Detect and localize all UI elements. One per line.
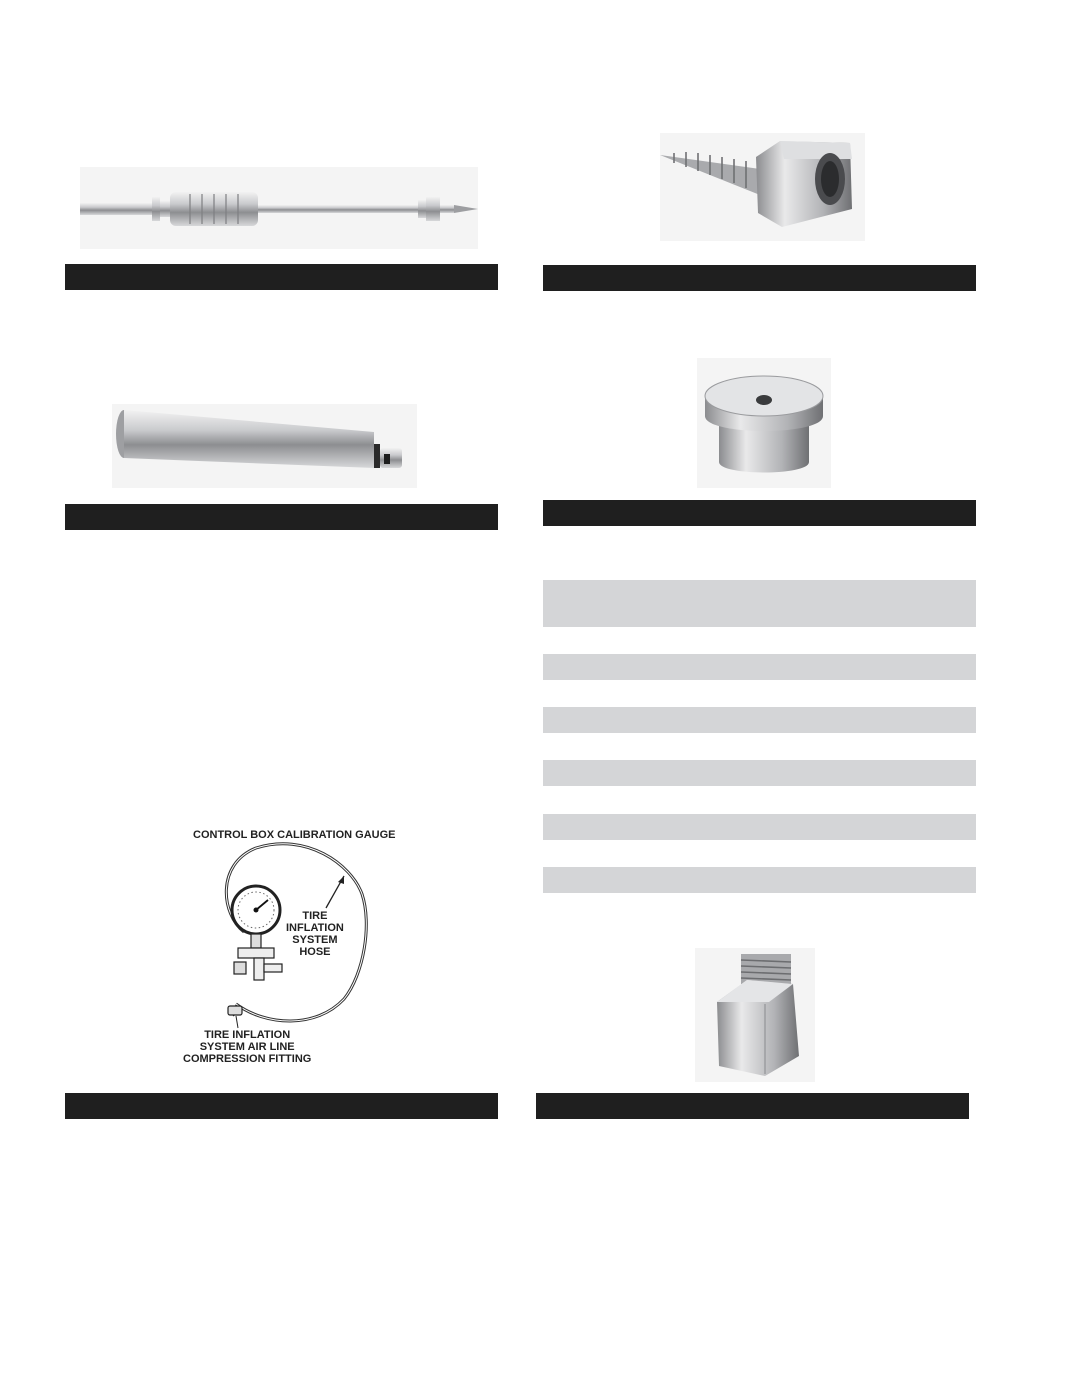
section-bar bbox=[543, 500, 976, 526]
hose-label: TIRE INFLATION SYSTEM HOSE bbox=[286, 910, 344, 958]
tapered-tap-photo bbox=[660, 133, 865, 241]
table-row bbox=[543, 760, 976, 786]
calibration-gauge-diagram bbox=[176, 824, 402, 1068]
section-bar bbox=[65, 264, 498, 290]
steel-rod-photo bbox=[112, 404, 417, 488]
slide-hammer-photo bbox=[80, 167, 478, 249]
hex-adapter-photo bbox=[695, 948, 815, 1082]
table-row bbox=[543, 814, 976, 840]
slide-hammer-icon bbox=[80, 167, 478, 249]
flanged-plug-icon bbox=[697, 358, 831, 488]
fitting-label: TIRE INFLATION SYSTEM AIR LINE COMPRESSION FITTING bbox=[183, 1029, 312, 1065]
table-row bbox=[543, 707, 976, 733]
section-bar bbox=[65, 1093, 498, 1119]
diagram-title: CONTROL BOX CALIBRATION GAUGE bbox=[193, 829, 396, 841]
table-row bbox=[543, 580, 976, 627]
section-bar bbox=[543, 265, 976, 291]
flanged-plug-photo bbox=[697, 358, 831, 488]
table-row bbox=[543, 867, 976, 893]
section-bar bbox=[536, 1093, 969, 1119]
tapered-tap-icon bbox=[660, 133, 865, 241]
table-row bbox=[543, 654, 976, 680]
steel-rod-icon bbox=[112, 404, 417, 488]
section-bar bbox=[65, 504, 498, 530]
hex-adapter-icon bbox=[695, 948, 815, 1082]
